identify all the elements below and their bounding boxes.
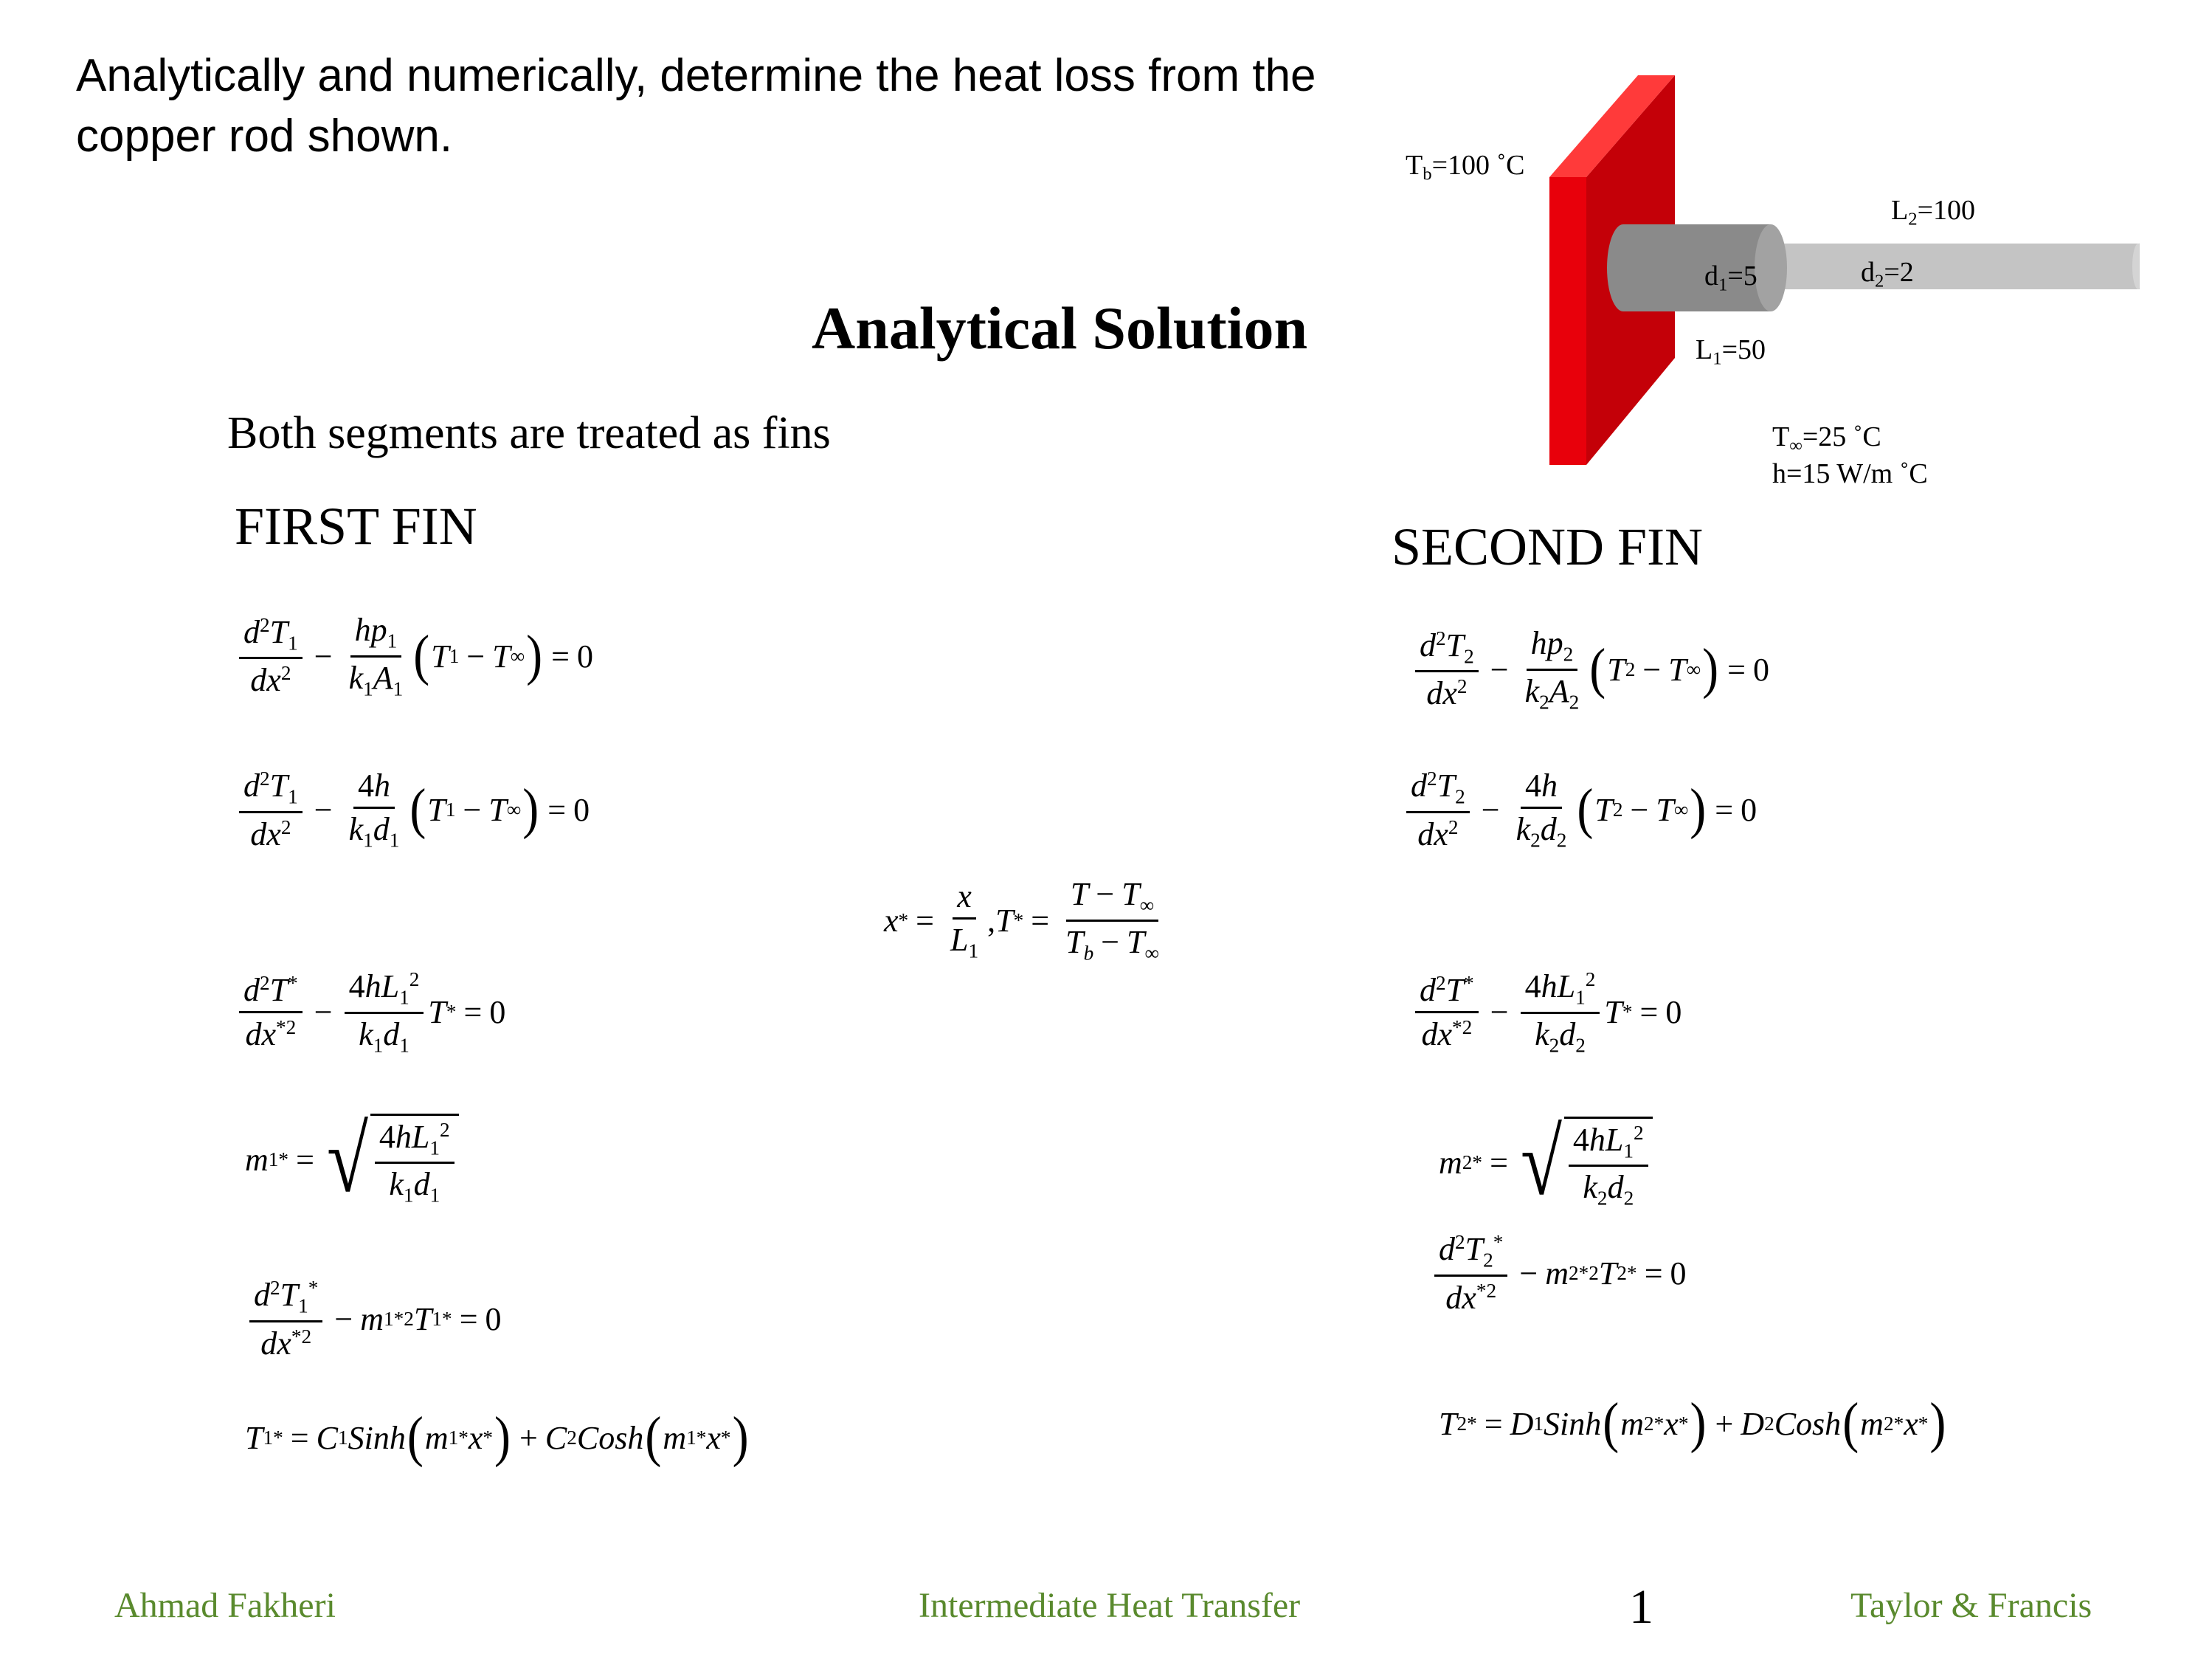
- length-2-label: $L_2=100$: [1891, 195, 1975, 230]
- rod-segment-1-start: [1607, 224, 1639, 311]
- fin2-m-definition: m 2 * = √ $\frac{4hL_1^2}{k_2d_2}$: [1439, 1116, 1653, 1210]
- section-title: Analytical Solution: [812, 294, 1308, 362]
- rod-segment-2: [1771, 244, 2140, 289]
- fin2-general-solution: T 2 * = D 1 Sinh ( m 2 * x * ) + D 2 Cosh ( m 2 * x * ): [1439, 1392, 1946, 1455]
- page-number: 1: [1629, 1580, 1653, 1634]
- fin1-governing-equation: $\frac{d^2T_1}{dx^2}$ − $\frac{hp_1}{k_1A_1}$ ( T 1 − T ∞ ) = 0: [235, 613, 593, 700]
- footer-author: Ahmad Fakheri: [114, 1586, 336, 1625]
- base-temperature-label: $T_b=100$ ˚C: [1406, 150, 1525, 184]
- second-fin-heading: SECOND FIN: [1392, 517, 1704, 576]
- footer-book-title: Intermediate Heat Transfer: [919, 1586, 1301, 1625]
- fin2-dimensionless-equation: $\frac{d^2T^*}{dx^{*2}}$ − $\frac{4hL_1^2}{k_2d_2}$ T * = 0: [1411, 968, 1682, 1056]
- rod-segment-1-end: [1755, 224, 1787, 311]
- diameter-2-label: $d_2=2$: [1861, 257, 1914, 292]
- fin1-reduced-equation: $\frac{d^2T_1^*}{dx^{*2}}$ − m 1 *2 T 1 * = 0: [245, 1277, 502, 1362]
- subtitle: Both segments are treated as fins: [227, 408, 831, 458]
- ambient-temperature-label: $T_\infty=25$ ˚C: [1772, 421, 1881, 456]
- dimensionless-variables: x * = $\frac{x}{L_1}$ , T * = $\frac{T - T_\infty}{T_b - T_\infty}$: [884, 876, 1159, 965]
- fin1-m-definition: m 1 * = √ $\frac{4hL_1^2}{k_1d_1}$: [245, 1113, 459, 1207]
- rod-diagram: [1387, 66, 2140, 502]
- heat-transfer-coefficient-label: h=15 W/m ˚C: [1772, 458, 1928, 489]
- problem-statement: Analytically and numerically, determine the heat loss from the copper rod shown.: [76, 50, 1316, 162]
- fin1-equation-diameter: $\frac{d^2T_1}{dx^2}$ − $\frac{4h}{k_1d_1}$ ( T 1 − T ∞ ) = 0: [235, 768, 590, 852]
- first-fin-heading: FIRST FIN: [235, 497, 477, 556]
- fin2-reduced-equation: $\frac{d^2T_2^*}{dx^{*2}}$ − m 2 *2 T 2 * = 0: [1430, 1231, 1687, 1316]
- fin1-dimensionless-equation: $\frac{d^2T^*}{dx^{*2}}$ − $\frac{4hL_1^2}{k_1d_1}$ T * = 0: [235, 968, 505, 1056]
- fin1-general-solution: T 1 * = C 1 Sinh ( m 1 * x * ) + C 2 Cosh ( m 1 * x * ): [245, 1406, 749, 1469]
- rod-diagram-graphic: [1387, 66, 2140, 502]
- fin2-equation-diameter: $\frac{d^2T_2}{dx^2}$ − $\frac{4h}{k_2d_2}$ ( T 2 − T ∞ ) = 0: [1402, 768, 1757, 852]
- length-1-label: $L_1=50$: [1696, 334, 1766, 369]
- fin2-governing-equation: $\frac{d^2T_2}{dx^2}$ − $\frac{hp_2}{k_2A_2}$ ( T 2 − T ∞ ) = 0: [1411, 626, 1769, 713]
- diameter-1-label: $d_1=5$: [1704, 261, 1757, 295]
- footer-publisher: Taylor & Francis: [1850, 1586, 2092, 1625]
- base-wall-front: [1549, 177, 1586, 465]
